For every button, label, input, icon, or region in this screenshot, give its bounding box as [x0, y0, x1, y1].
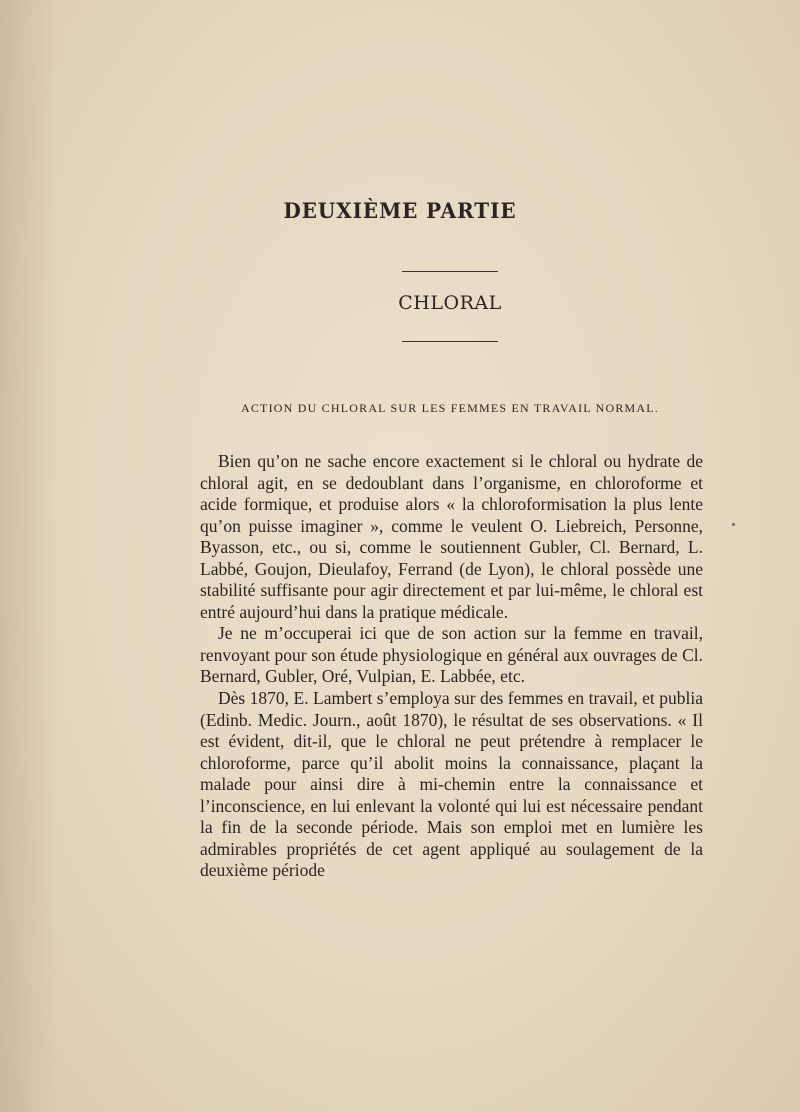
paragraph: Dès 1870, E. Lambert s’employa sur des femmes en travail, et publia (Edinb. Medic. Journ., août 1870), le résultat de ses observations. « Il est évident, dit-il, que le chloral ne peut prétendre à remplacer le chloroforme, parce qu’il abolit moins la connaissance, plaçant la malade pour ainsi dire à mi-chemin entre la connaissance et l’inconscience, en lui enlevant la volonté qui lui est nécessaire pendant la fin de la seconde période. Mais son emploi met en lumière les admirables propriétés de cet agent appliqué au soulagement de la deuxième période [200, 688, 703, 881]
section-title: ACTION DU CHLORAL SUR LES FEMMES EN TRAVAIL NORMAL. [240, 401, 659, 415]
divider-rule [402, 271, 498, 272]
body-text [200, 451, 703, 882]
chapter-title: CHLORAL [398, 292, 502, 314]
divider-rule [402, 341, 498, 342]
paragraph: Bien qu’on ne sache encore exactement si le chloral ou hydrate de chloral agit, en se dedoublant dans l’organisme, en chloroforme et acide formique, et produise alors « la chloroformisation la plus lente qu’on puisse imaginer », comme le veulent O. Liebreich, Personne, Byasson, etc., ou si, comme le soutiennent Gubler, Cl. Bernard, L. Labbé, Goujon, Dieulafoy, Ferrand (de Lyon), le chloral possède une stabilité suffisante pour agir directement et par lui-même, le chloral est entré aujourd’hui dans la pratique médicale. [200, 451, 703, 622]
part-title: DEUXIÈME PARTIE [283, 198, 517, 223]
page-edge-shadow [0, 0, 60, 1112]
paragraph: Je ne m’occuperai ici que de son action sur la femme en travail, renvoyant pour son étude physiologique en général aux ouvrages de Cl. Bernard, Gubler, Oré, Vulpian, E. Labbée, etc. [200, 623, 703, 687]
ink-speck [732, 523, 735, 526]
